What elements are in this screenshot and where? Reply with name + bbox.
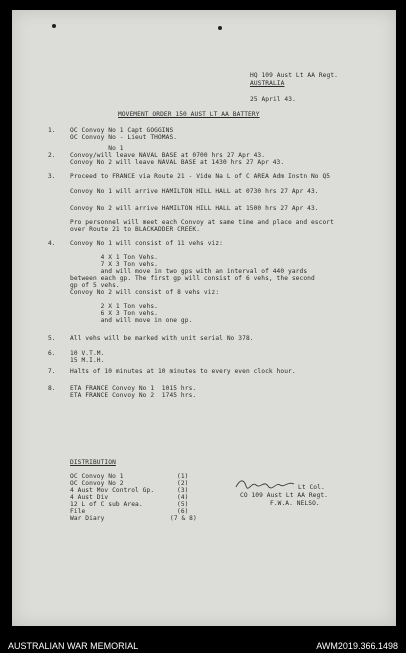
footer-institution: AUSTRALIAN WAR MEMORIAL [8, 641, 139, 651]
paragraph-line: Convoy No 1 will arrive HAMILTON HILL HALL at 0730 hrs 27 Apr 43. [70, 188, 319, 195]
paragraph-line: OC Convoy No - Lieut THOMAS. [70, 134, 178, 141]
paragraph-line: Convoy No 2 will consist of 8 vehs viz: [70, 289, 220, 296]
paragraph-line: 6 X 3 Ton vehs. [70, 310, 158, 317]
paragraph-line: Convoy No 2 will leave NAVAL BASE at 1430 hrs 27 Apr 43. [70, 159, 285, 166]
paragraph-line: ETA FRANCE Convoy No 2 1745 hrs. [70, 392, 197, 399]
paragraph-line: All vehs will be marked with unit serial No 378. [70, 335, 254, 342]
signature-name: F.W.A. NELSO. [270, 500, 320, 507]
distribution-copy-number: (5) [177, 501, 189, 508]
distribution-recipient: 4 Aust Mov Control Gp. [70, 487, 155, 494]
paragraph-line: gp of 5 vehs. [70, 282, 120, 289]
paragraph-line: Pro personnel will meet each Convoy at same time and place and escort [70, 219, 334, 226]
paragraph-line: Halts of 10 minutes at 10 minutes to every even clock hour. [70, 368, 296, 375]
punch-hole [218, 26, 222, 30]
distribution-recipient: 12 L of C sub Area. [70, 501, 143, 508]
paragraph-number: 3. [48, 173, 56, 180]
footer [0, 638, 406, 653]
distribution-copy-number: (2) [177, 480, 189, 487]
paragraph-number: 5. [48, 335, 56, 342]
distribution-copy-number: (1) [177, 473, 189, 480]
document-title: MOVEMENT ORDER 150 AUST LT AA BATTERY [118, 111, 260, 118]
paragraph-line: No 1 [70, 145, 124, 152]
paragraph-line: OC Convoy No 1 Capt GOGGINS [70, 127, 174, 134]
paragraph-line: 7 X 3 Ton vehs. [70, 261, 158, 268]
paragraph-line: 2 X 1 Ton vehs. [70, 303, 158, 310]
paragraph-number: 8. [48, 385, 56, 392]
distribution-copy-number: (4) [177, 494, 189, 501]
punch-hole [52, 24, 56, 28]
signature-mark [234, 477, 296, 491]
distribution-recipient: File [70, 508, 86, 515]
paragraph-line: Convoy No 2 will arrive HAMILTON HILL HALL at 1500 hrs 27 Apr 43. [70, 205, 319, 212]
paragraph-line: Convoy No 1 will consist of 11 vehs viz: [70, 240, 224, 247]
paragraph-line: 10 V.T.M. [70, 350, 105, 357]
distribution-recipient: War Diary [70, 515, 105, 522]
distribution-recipient: OC Convoy No 2 [70, 480, 124, 487]
paragraph-line: Convoy/will leave NAVAL BASE at 0700 hrs 27 Apr 43. [70, 152, 266, 159]
paragraph-line: over Route 21 to BLACKADDER CREEK. [70, 226, 201, 233]
header-unit: HQ 109 Aust Lt AA Regt. [250, 72, 338, 79]
document-page [12, 10, 396, 626]
signature-unit: CO 109 Aust Lt AA Regt. [240, 492, 328, 499]
header-location: AUSTRALIA [250, 80, 285, 87]
paragraph-line: and will move in two gps with an interval of 440 yards [70, 268, 308, 275]
paragraph-number: 6. [48, 350, 56, 357]
header-date: 25 April 43. [250, 96, 296, 103]
paragraph-line: between each gp. The first gp will consist of 6 vehs, the second [70, 275, 315, 282]
paragraph-line: Proceed to FRANCE via Route 21 - Vide Na L of C AREA Adm Instn No Q5 [70, 173, 331, 180]
distribution-recipient: OC Convoy No 1 [70, 473, 124, 480]
distribution-copy-number: (6) [177, 508, 189, 515]
paragraph-line: and will move in one gp. [70, 317, 193, 324]
distribution-heading: DISTRIBUTION [70, 459, 116, 466]
paragraph-number: 7. [48, 368, 56, 375]
paragraph-number: 2. [48, 152, 56, 159]
paragraph-line: ETA FRANCE Convoy No 1 1015 hrs. [70, 385, 197, 392]
paragraph-line: 4 X 1 Ton Vehs. [70, 254, 158, 261]
footer-accession-id: AWM2019.366.1498 [316, 641, 398, 651]
distribution-copy-number: (7 & 8) [170, 515, 197, 522]
signature-rank: Lt Col. [298, 484, 325, 491]
distribution-copy-number: (3) [177, 487, 189, 494]
distribution-recipient: 4 Aust Div [70, 494, 109, 501]
paragraph-number: 4. [48, 240, 56, 247]
paragraph-line: 15 M.I.H. [70, 357, 105, 364]
paragraph-number: 1. [48, 127, 56, 134]
